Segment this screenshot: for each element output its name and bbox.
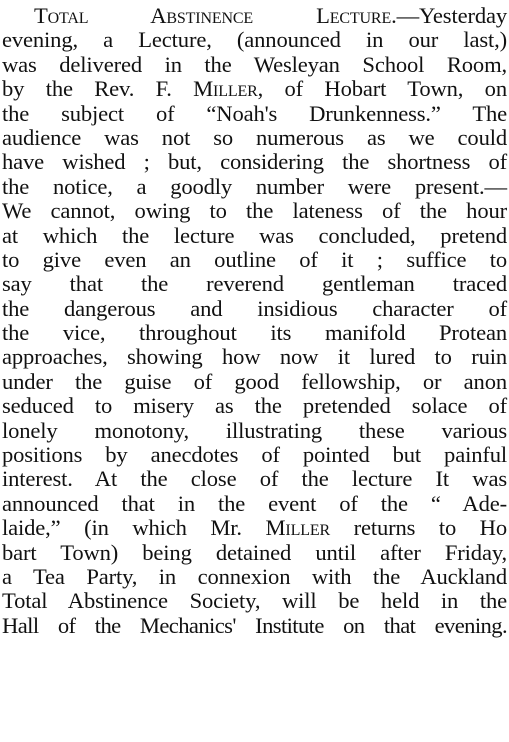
- text-run: interest. At the close of the lecture It was: [2, 466, 507, 492]
- article-text: [2, 4, 507, 638]
- text-run: evening, a Lecture, (announced in our last,): [2, 27, 507, 53]
- text-run: say that the reverend gentleman traced: [2, 271, 507, 297]
- text-run: , of Hobart Town, on: [257, 76, 507, 102]
- text-line: [2, 443, 507, 467]
- text-line: [2, 467, 507, 491]
- text-line: [2, 126, 507, 150]
- text-run: the dangerous and insidious character of: [2, 295, 507, 321]
- text-line: [2, 53, 507, 77]
- text-run: —Yesterday: [396, 3, 507, 28]
- text-line: [2, 248, 507, 272]
- article-heading-line: [2, 4, 507, 28]
- text-line: [2, 175, 507, 199]
- text-run: lonely monotony, illustrating these various: [2, 417, 507, 443]
- small-caps-text: Miller: [265, 515, 330, 541]
- text-line: [2, 492, 507, 516]
- text-run: returns to Ho: [330, 515, 507, 541]
- text-run: Hall of the Mechanics' Institute on that evening.: [2, 612, 507, 638]
- text-line: [2, 199, 507, 223]
- text-run: announced that in the event of the “ Ade-: [2, 490, 507, 516]
- text-run: a Tea Party, in connexion with the Auckland: [2, 563, 507, 589]
- text-line: [2, 102, 507, 126]
- text-run: Total Abstinence Society, will be held in the: [2, 588, 507, 614]
- text-line: [2, 224, 507, 248]
- text-run: the vice, throughout its manifold Protean: [2, 320, 507, 346]
- text-line: [2, 77, 507, 101]
- text-line: [2, 394, 507, 418]
- text-run: bart Town) being detained until after Friday,: [2, 539, 507, 565]
- text-run: was delivered in the Wesleyan School Room,: [2, 51, 507, 77]
- text-run: the notice, a goodly number were present.—: [2, 173, 507, 199]
- text-run: We cannot, owing to the lateness of the hour: [2, 198, 507, 224]
- text-line: [2, 297, 507, 321]
- text-line: [2, 589, 507, 613]
- text-run: laide,” (in which Mr.: [2, 515, 266, 541]
- text-run: the subject of “Noah's Drunkenness.” The: [2, 100, 507, 126]
- text-line: [2, 272, 507, 296]
- text-run: under the guise of good fellowship, or anon: [2, 368, 507, 394]
- text-run: by the Rev. F.: [2, 76, 194, 102]
- text-line: [2, 28, 507, 52]
- text-line: [2, 419, 507, 443]
- text-line: [2, 516, 507, 540]
- text-line: [2, 565, 507, 589]
- text-line: [2, 321, 507, 345]
- text-line: [2, 614, 507, 638]
- text-run: at which the lecture was concluded, pretend: [2, 222, 507, 248]
- text-run: seduced to misery as the pretended solace of: [2, 393, 507, 419]
- text-run: approaches, showing how now it lured to ruin: [2, 344, 507, 370]
- small-caps-text: Total Abstinence Lecture.: [34, 3, 397, 28]
- text-run: to give even an outline of it ; suffice to: [2, 246, 507, 272]
- text-line: [2, 541, 507, 565]
- text-line: [2, 150, 507, 174]
- text-line: [2, 345, 507, 369]
- small-caps-text: Miller: [193, 76, 258, 102]
- text-run: audience was not so numerous as we could: [2, 124, 507, 150]
- text-run: have wished ; but, considering the shortness of: [2, 149, 507, 175]
- text-run: positions by anecdotes of pointed but painful: [2, 442, 507, 468]
- text-line: [2, 370, 507, 394]
